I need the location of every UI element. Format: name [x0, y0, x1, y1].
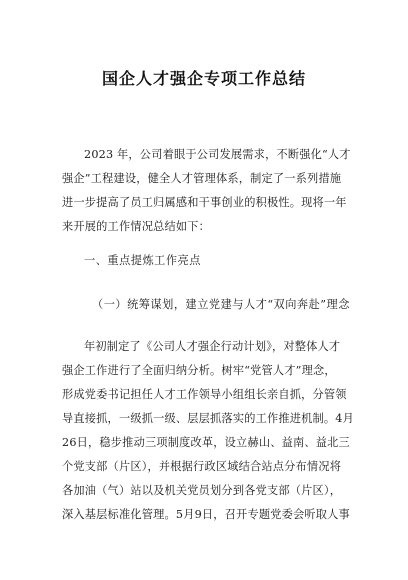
paragraph-line: 导直接抓，一级抓一级、层层抓落实的工作推进机制。4月: [62, 412, 355, 425]
paragraph-line: 强企工作进行了全面归纳分析。树牢“党管人才”理念，: [62, 364, 336, 377]
intro-paragraph: [62, 143, 362, 239]
paragraph-line: 个党支部（片区），并根据行政区域结合站点分布情况将: [62, 460, 342, 473]
paragraph-line: 2023 年，公司着眼于公司发展需求，不断强化“人才: [84, 148, 351, 161]
paragraph-line: 年初制定了《公司人才强企行动计划》，对整体人才: [84, 340, 341, 353]
paragraph-line: 26日，稳步推动三项制度改革，设立赫山、益南、益北三: [62, 436, 350, 449]
section-heading: 一、重点提炼工作亮点: [84, 254, 201, 267]
document-title: 国企人才强企专项工作总结: [101, 69, 306, 88]
paragraph-line: 深入基层标准化管理。5月9日，召开专题党委会听取人事: [62, 508, 350, 521]
body-paragraph: [62, 335, 362, 527]
subsection-heading: （一）统筹谋划，建立党建与人才“双向奔赴”理念: [92, 298, 350, 311]
paragraph-line: 进一步提高了员工归属感和干事创业的积极性。现将一年: [62, 196, 347, 209]
paragraph-line: 来开展的工作情况总结如下：: [62, 220, 211, 233]
paragraph-line: 强企”工程建设，健全人才管理体系，制定了一系列措施: [62, 172, 342, 185]
paragraph-line: 形成党委书记担任人才工作领导小组组长亲自抓，分管领: [62, 388, 347, 401]
paragraph-line: 各加油（气）站以及机关党员划分到各党支部（片区），: [62, 484, 342, 497]
